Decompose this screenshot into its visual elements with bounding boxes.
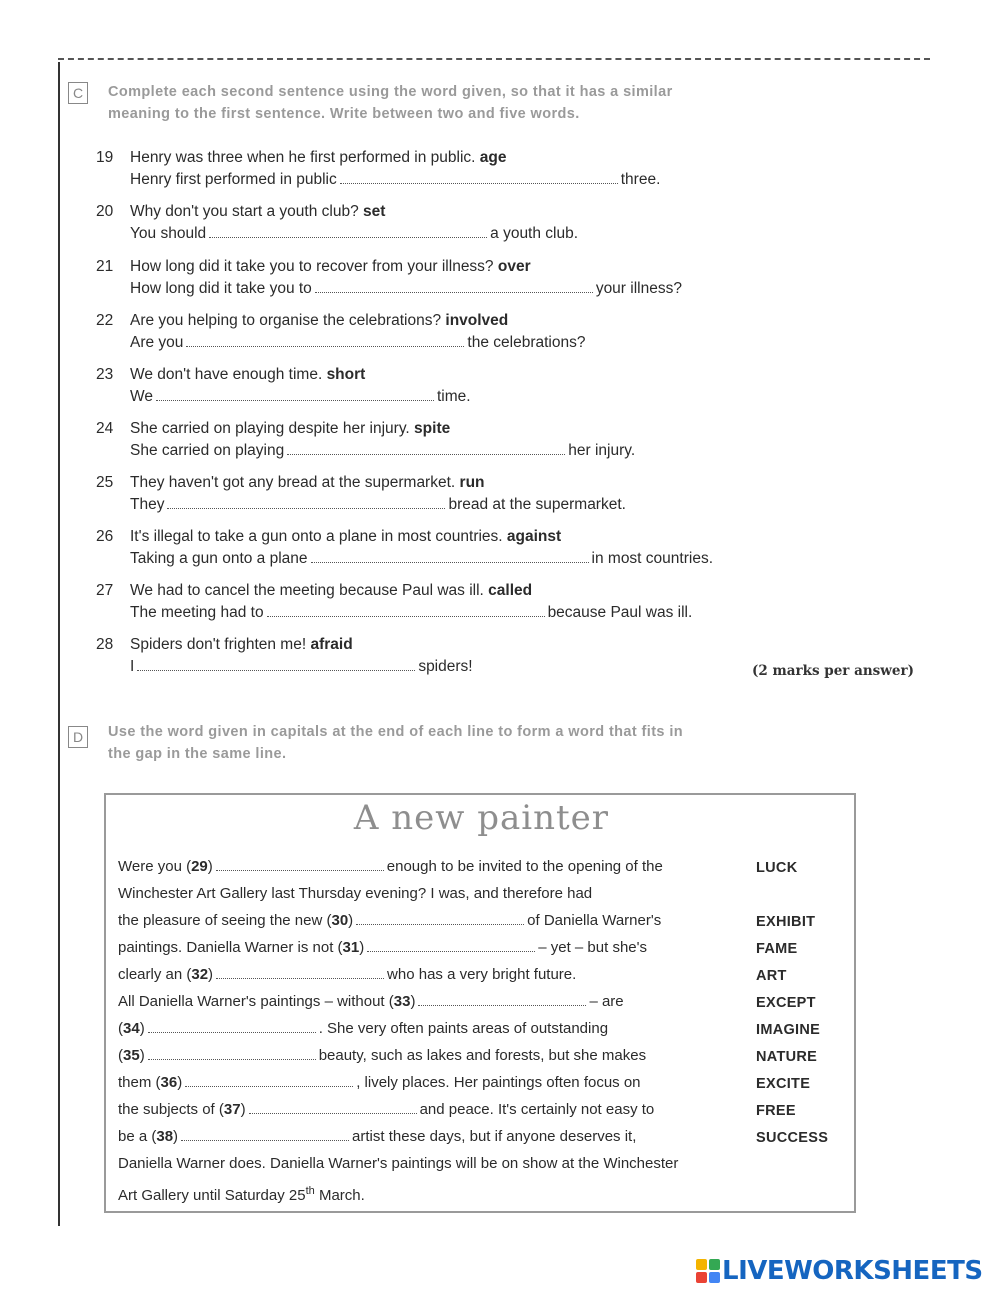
sentence-end: in most countries. (591, 550, 713, 567)
sentence-start: We (130, 388, 153, 405)
original-sentence: She carried on playing despite her injury. (130, 420, 410, 437)
answer-blank[interactable] (356, 910, 524, 925)
instruction-line-1: Complete each second sentence using the word given, so that it has a similar (108, 84, 673, 100)
gap-number: 31 (342, 939, 360, 956)
capital-word: EXCEPT (756, 995, 816, 1011)
text-line-7: (34) . She very often paints areas of outstanding (118, 1020, 609, 1037)
exercise-item-26 (96, 526, 713, 570)
section-d-instruction (108, 721, 683, 765)
sentence-start: How long did it take you to (130, 280, 312, 297)
text-line-8: (35) beauty, such as lakes and forests, but she makes (118, 1047, 647, 1064)
answer-blank[interactable] (216, 964, 384, 979)
item-number: 25 (96, 474, 114, 491)
logo-square (696, 1259, 707, 1270)
answer-blank[interactable] (315, 278, 593, 293)
original-sentence: Henry was three when he first performed in public. (130, 149, 476, 166)
original-sentence: We don't have enough time. (130, 366, 323, 383)
logo-grid-icon (696, 1259, 720, 1283)
original-sentence: We had to cancel the meeting because Paul was ill. (130, 582, 484, 599)
marks-note: (2 marks per answer) (752, 663, 914, 679)
logo-square (709, 1259, 720, 1270)
exercise-item-21 (96, 256, 682, 300)
answer-blank[interactable] (418, 991, 586, 1006)
exercise-item-28 (96, 634, 473, 678)
text-line-11: be a (38) artist these days, but if anyone deserves it, (118, 1128, 637, 1145)
capital-word: LUCK (756, 860, 798, 876)
text-line-5: clearly an (32) who has a very bright future. (118, 966, 577, 983)
section-c-instruction (108, 81, 673, 125)
sentence-end: bread at the supermarket. (448, 496, 626, 513)
gap-number: 36 (160, 1074, 178, 1091)
original-sentence: Are you helping to organise the celebrations? (130, 312, 442, 329)
gap-number: 33 (393, 993, 411, 1010)
sentence-start: They (130, 496, 165, 513)
key-word: age (479, 149, 507, 166)
logo-square (696, 1272, 707, 1283)
sentence-start: I (130, 658, 135, 675)
sentence-end: spiders! (418, 658, 473, 675)
exercise-item-19 (96, 147, 660, 191)
text-line-6: All Daniella Warner's paintings – without (33) – are (118, 993, 624, 1010)
key-word: called (488, 582, 533, 599)
answer-blank[interactable] (267, 602, 545, 617)
capital-word: IMAGINE (756, 1022, 821, 1038)
answer-blank[interactable] (186, 332, 464, 347)
sentence-start: She carried on playing (130, 442, 285, 459)
logo-text: LIVEWORKSHEETS (722, 1256, 983, 1286)
answer-blank[interactable] (216, 856, 384, 871)
answer-blank[interactable] (249, 1099, 417, 1114)
gap-number: 34 (123, 1020, 140, 1037)
sentence-end: a youth club. (490, 225, 579, 242)
key-word: afraid (310, 636, 353, 653)
gap-number: 35 (123, 1047, 140, 1064)
key-word: against (506, 528, 562, 545)
item-number: 23 (96, 366, 114, 383)
sentence-end: three. (620, 171, 661, 188)
item-number: 24 (96, 420, 114, 437)
top-divider (58, 58, 930, 60)
gap-number: 32 (191, 966, 209, 983)
answer-blank[interactable] (148, 1045, 316, 1060)
text-line-10: the subjects of (37) and peace. It's certainly not easy to (118, 1101, 655, 1118)
item-number: 27 (96, 582, 114, 599)
text-line-12: Daniella Warner does. Daniella Warner's paintings will be on show at the Winchester (118, 1155, 679, 1172)
answer-blank[interactable] (340, 169, 618, 184)
sentence-start: The meeting had to (130, 604, 264, 621)
liveworksheets-logo[interactable] (696, 1256, 983, 1286)
text-line-1: Were you (29) enough to be invited to the opening of the (118, 858, 663, 875)
answer-blank[interactable] (311, 548, 589, 563)
item-number: 20 (96, 203, 114, 220)
original-sentence: Spiders don't frighten me! (130, 636, 307, 653)
item-number: 21 (96, 258, 114, 275)
sentence-end: because Paul was ill. (547, 604, 693, 621)
capital-word: ART (756, 968, 787, 984)
capital-word: EXCITE (756, 1076, 811, 1092)
capital-word: FAME (756, 941, 798, 957)
sentence-start: Are you (130, 334, 184, 351)
answer-blank[interactable] (367, 937, 535, 952)
sentence-start: Henry first performed in public (130, 171, 337, 188)
key-word: involved (445, 312, 509, 329)
original-sentence: It's illegal to take a gun onto a plane in most countries. (130, 528, 503, 545)
answer-blank[interactable] (156, 386, 434, 401)
sentence-start: Taking a gun onto a plane (130, 550, 308, 567)
text-line-3: the pleasure of seeing the new (30) of Daniella Warner's (118, 912, 662, 929)
sentence-end: your illness? (595, 280, 682, 297)
original-sentence: They haven't got any bread at the supermarket. (130, 474, 456, 491)
answer-blank[interactable] (185, 1072, 353, 1087)
item-number: 26 (96, 528, 114, 545)
section-c-label: C (68, 82, 88, 104)
section-d-label: D (68, 726, 88, 748)
capital-word: NATURE (756, 1049, 818, 1065)
item-number: 19 (96, 149, 114, 166)
key-word: spite (414, 420, 451, 437)
answer-blank[interactable] (148, 1018, 316, 1033)
answer-blank[interactable] (209, 223, 487, 238)
sentence-end: her injury. (568, 442, 636, 459)
capital-word: SUCCESS (756, 1130, 829, 1146)
exercise-item-20 (96, 201, 578, 245)
instruction-line-1: Use the word given in capitals at the end of each line to form a word that fits in (108, 724, 684, 740)
text-line-2: Winchester Art Gallery last Thursday evening? I was, and therefore had (118, 885, 593, 902)
exercise-item-23 (96, 364, 471, 408)
sentence-start: You should (130, 225, 207, 242)
exercise-item-22 (96, 310, 585, 354)
original-sentence: Why don't you start a youth club? (130, 203, 359, 220)
logo-square (709, 1272, 720, 1283)
key-word: set (363, 203, 386, 220)
exercise-item-25 (96, 472, 626, 516)
exercise-item-27 (96, 580, 692, 624)
gap-number: 38 (156, 1128, 174, 1145)
item-number: 22 (96, 312, 114, 329)
item-number: 28 (96, 636, 114, 653)
answer-blank[interactable] (167, 494, 445, 509)
original-sentence: How long did it take you to recover from your illness? (130, 258, 494, 275)
sentence-end: the celebrations? (467, 334, 586, 351)
text-line-13: Art Gallery until Saturday 25th March. (118, 1185, 365, 1204)
left-margin-line (58, 62, 60, 1226)
instruction-line-2: the gap in the same line. (108, 746, 287, 762)
gap-number: 37 (223, 1101, 241, 1118)
text-line-4: paintings. Daniella Warner is not (31) – yet – but she's (118, 939, 647, 956)
gap-number: 29 (191, 858, 208, 875)
key-word: over (497, 258, 531, 275)
key-word: short (326, 366, 366, 383)
text-title: A new painter (353, 798, 610, 838)
capital-word: FREE (756, 1103, 796, 1119)
exercise-item-24 (96, 418, 635, 462)
capital-word: EXHIBIT (756, 914, 816, 930)
answer-blank[interactable] (137, 656, 415, 671)
gap-number: 30 (331, 912, 349, 929)
sentence-end: time. (436, 388, 471, 405)
answer-blank[interactable] (287, 440, 565, 455)
instruction-line-2: meaning to the first sentence. Write between two and five words. (108, 106, 580, 122)
text-line-9: them (36) , lively places. Her paintings often focus on (118, 1074, 641, 1091)
key-word: run (459, 474, 485, 491)
answer-blank[interactable] (181, 1126, 349, 1141)
